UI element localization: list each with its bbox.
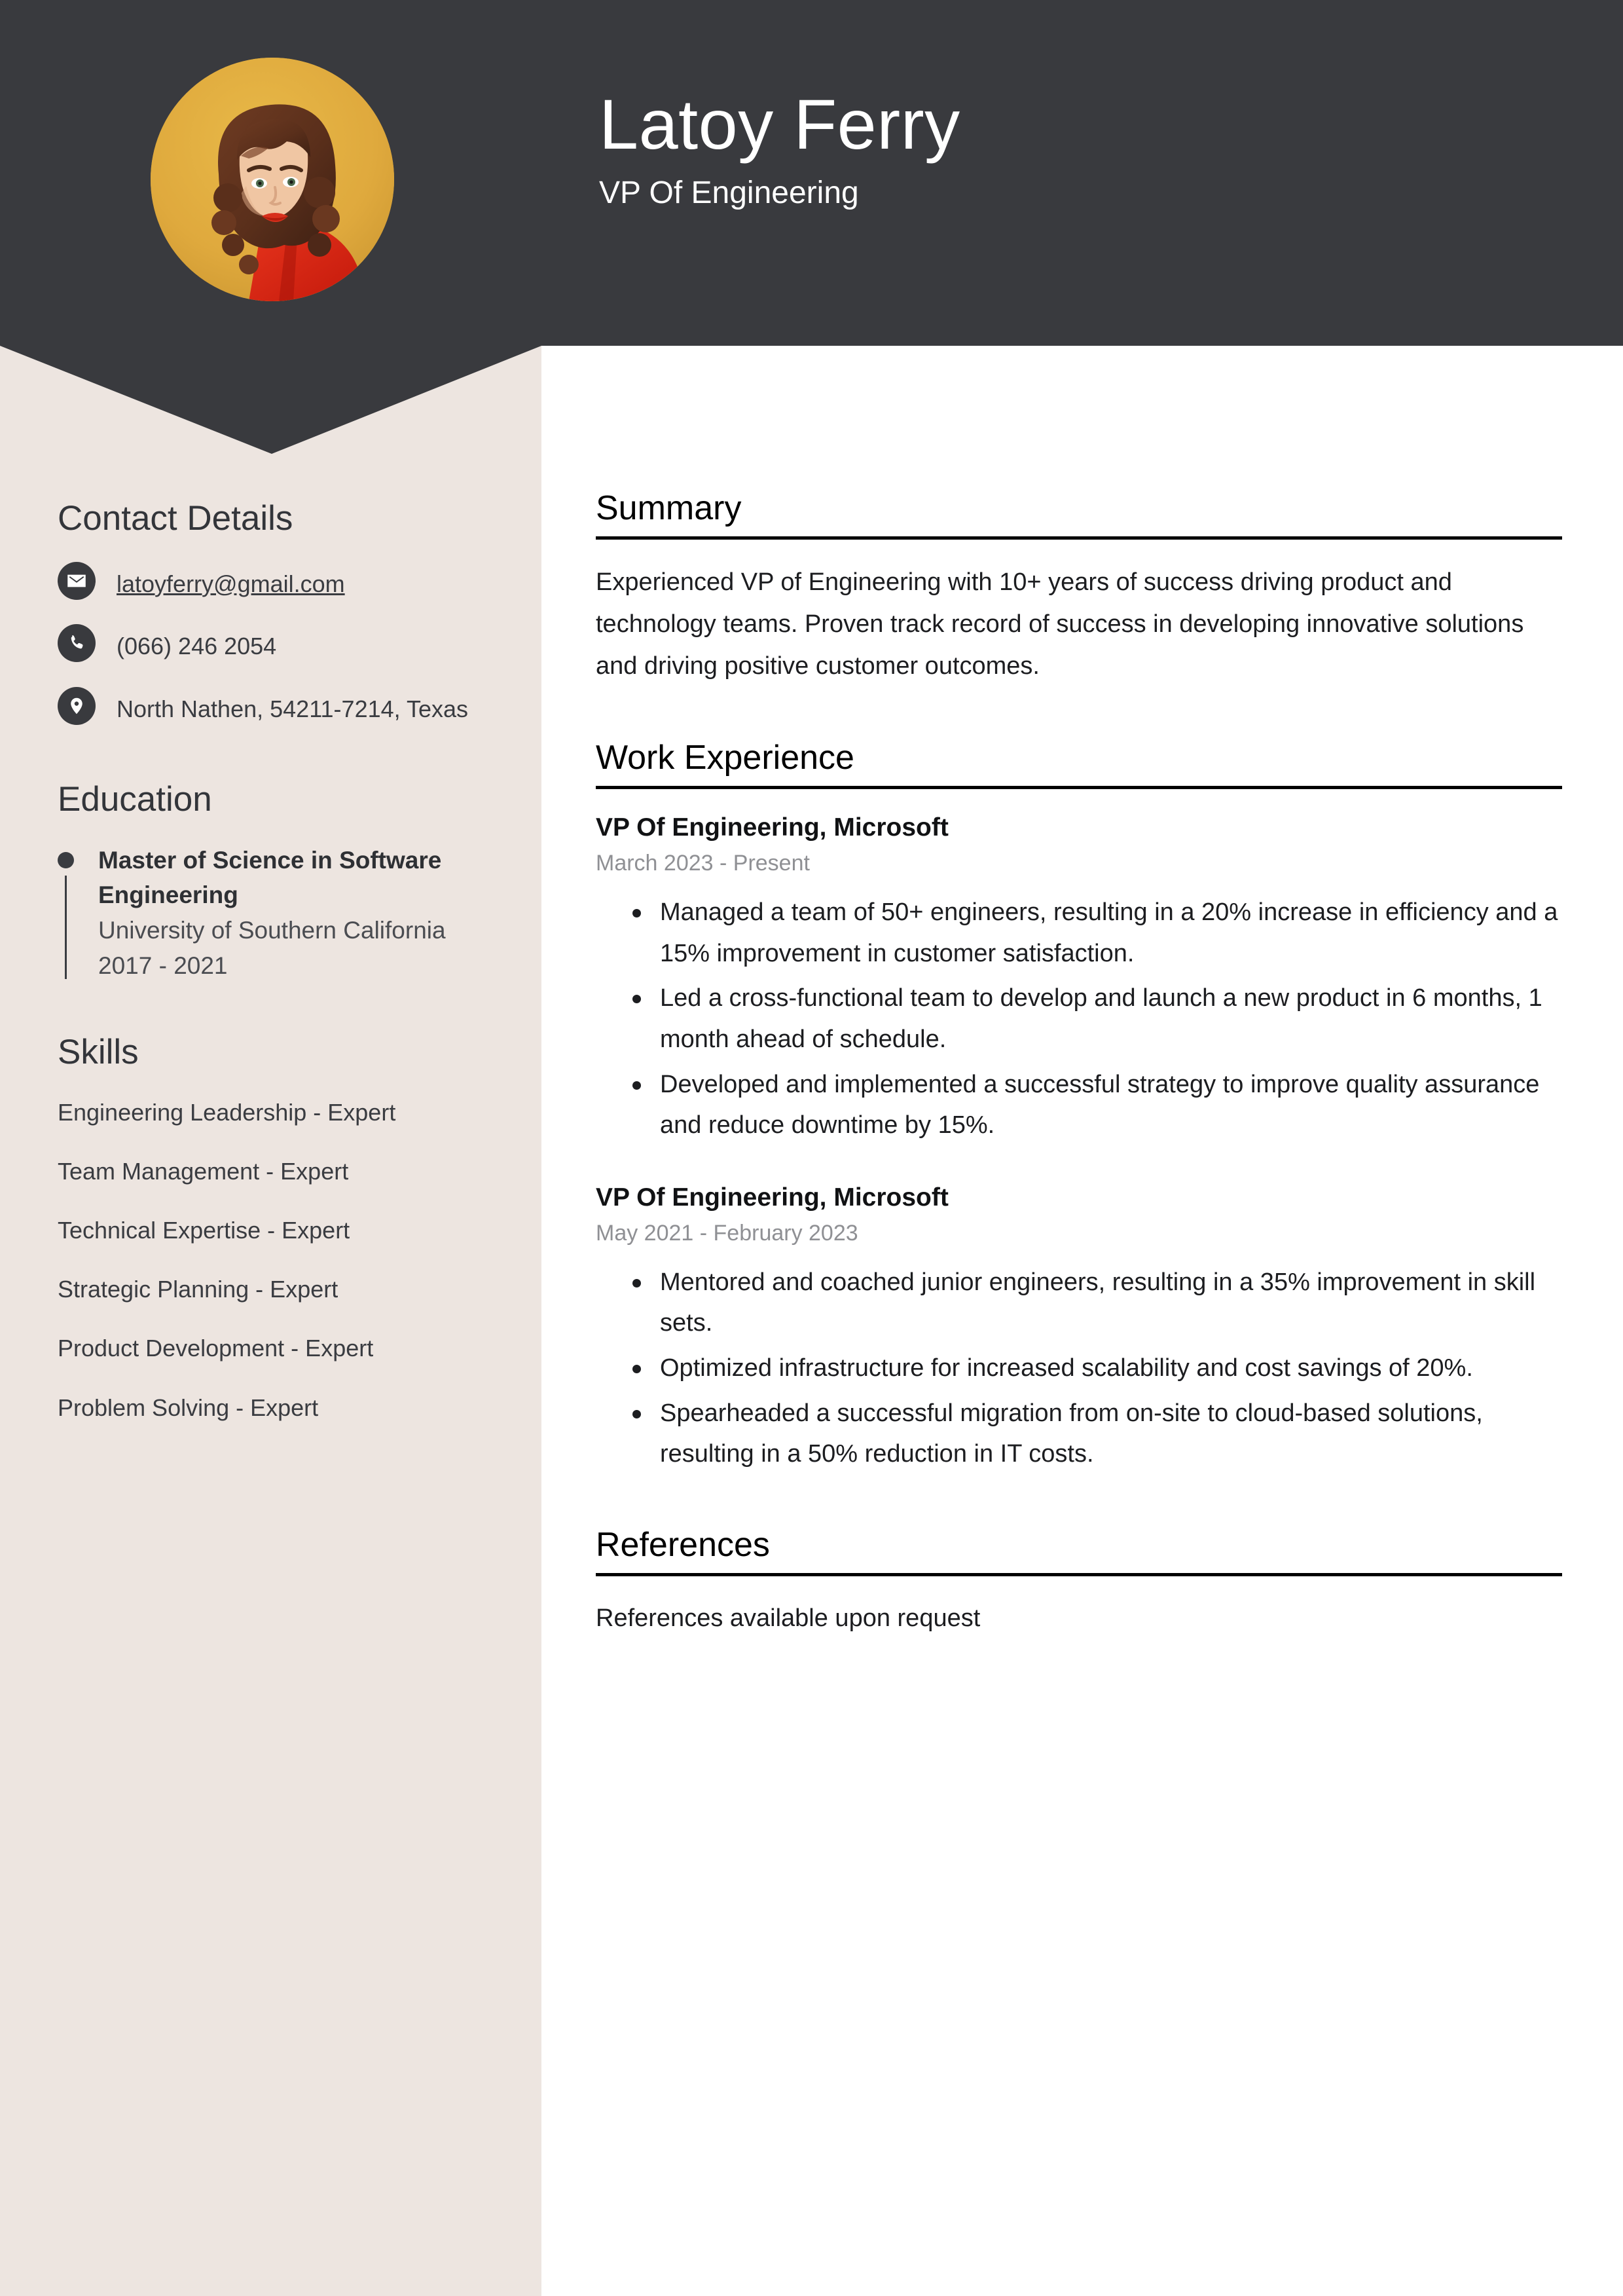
work-experience-body — [596, 811, 1562, 1475]
summary-body — [596, 562, 1562, 687]
education-degree: Master of Science in Software Engineering — [98, 846, 442, 909]
job-entry — [596, 811, 1562, 1146]
skill-item: Technical Expertise - Expert — [58, 1217, 350, 1244]
section-divider — [596, 1573, 1562, 1576]
contact-list — [58, 562, 490, 728]
job-title: VP Of Engineering, Microsoft — [596, 813, 949, 842]
contact-email-value[interactable]: latoyferry@gmail.com — [117, 570, 345, 597]
contact-item-phone[interactable] — [58, 624, 490, 665]
contact-details-heading: Contact Details — [58, 499, 293, 538]
sidebar — [58, 498, 490, 1450]
section-divider — [596, 536, 1562, 540]
summary-section — [596, 488, 1562, 688]
summary-heading: Summary — [596, 489, 742, 527]
job-bullet: Mentored and coached junior engineers, resulting in a 35% improvement in skill sets. — [660, 1262, 1562, 1344]
education-dates: 2017 - 2021 — [98, 952, 228, 979]
contact-item-address[interactable] — [58, 687, 490, 728]
job-dates: March 2023 - Present — [596, 850, 810, 876]
map-pin-icon — [58, 687, 96, 725]
job-bullet: Managed a team of 50+ engineers, resulting in a 20% increase in efficiency and a 15% improvement in customer satisfaction. — [660, 892, 1562, 974]
skill-item: Problem Solving - Expert — [58, 1394, 319, 1421]
skill-item: Strategic Planning - Expert — [58, 1276, 338, 1303]
timeline-line — [65, 876, 67, 980]
job-entry — [596, 1181, 1562, 1475]
envelope-icon — [58, 562, 96, 600]
contact-address-value[interactable]: North Nathen, 54211-7214, Texas — [117, 695, 469, 723]
references-section — [596, 1525, 1562, 1639]
work-experience-heading: Work Experience — [596, 738, 854, 777]
references-heading: References — [596, 1525, 770, 1564]
job-bullet-list — [596, 1262, 1562, 1475]
job-bullet: Spearheaded a successful migration from on-site to cloud-based solutions, resulting in a 50% reduction in IT costs. — [660, 1393, 1562, 1475]
job-bullet-list — [596, 892, 1562, 1146]
section-divider — [596, 786, 1562, 789]
summary-text: Experienced VP of Engineering with 10+ years of success driving product and technology teams. Proven track record of success in developing innovative solutions and driving positive customer outcomes. — [596, 568, 1524, 680]
timeline-dot-icon — [58, 852, 74, 868]
person-job-title: VP Of Engineering — [599, 176, 859, 211]
work-experience-section — [596, 737, 1562, 1475]
education-heading: Education — [58, 779, 212, 819]
skill-item: Engineering Leadership - Expert — [58, 1098, 396, 1126]
education-school: University of Southern California — [98, 916, 446, 944]
page-title: Latoy Ferry — [599, 84, 960, 164]
job-bullet: Led a cross-functional team to develop and launch a new product in 6 months, 1 month ahead of schedule. — [660, 978, 1562, 1060]
job-dates: May 2021 - February 2023 — [596, 1220, 858, 1246]
job-bullet: Optimized infrastructure for increased scalability and cost savings of 20%. — [660, 1348, 1562, 1389]
education-list — [58, 843, 490, 984]
skill-item: Product Development - Expert — [58, 1335, 374, 1362]
contact-phone-value[interactable]: (066) 246 2054 — [117, 633, 277, 660]
header-text-block — [599, 84, 1581, 212]
references-body — [596, 1599, 1562, 1639]
contact-item-email[interactable] — [58, 562, 490, 602]
job-bullet: Developed and implemented a successful strategy to improve quality assurance and reduce downtime by 15%. — [660, 1064, 1562, 1146]
skills-list — [58, 1096, 490, 1425]
skills-heading: Skills — [58, 1033, 139, 1072]
job-title: VP Of Engineering, Microsoft — [596, 1183, 949, 1212]
education-item — [58, 843, 490, 984]
skill-item: Team Management - Expert — [58, 1157, 349, 1185]
avatar — [151, 58, 394, 301]
references-text: References available upon request — [596, 1604, 981, 1633]
phone-icon — [58, 624, 96, 662]
main-content — [596, 488, 1562, 1688]
